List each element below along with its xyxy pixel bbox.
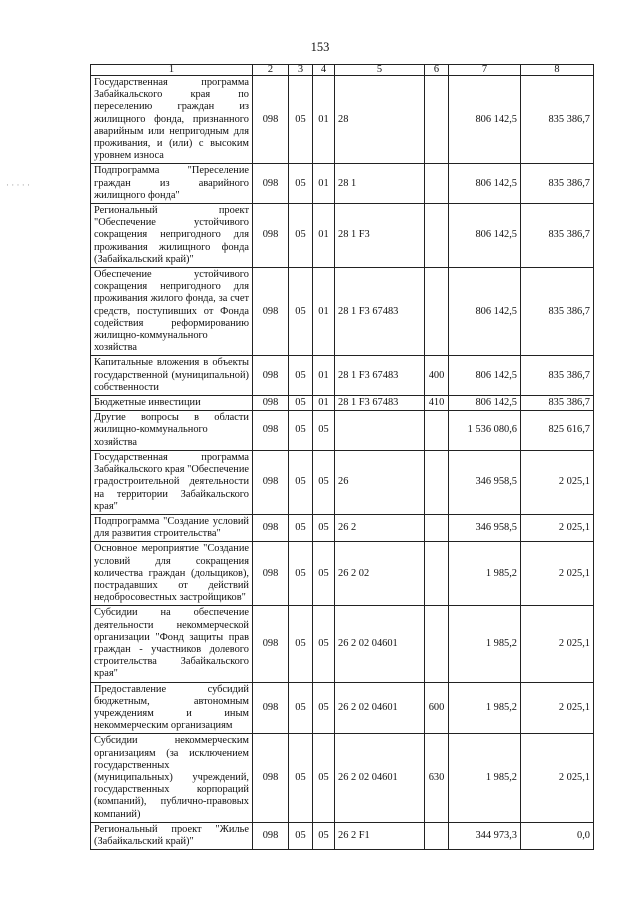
row-name-cell: Обеспечение устойчивого сокращения непригодного для проживания жилого фонда, за счет средств, поступивших от Фонда содействия реформированию жилищно-коммунального хозяйства bbox=[91, 268, 253, 356]
subdivision-code-cell: 01 bbox=[313, 268, 335, 356]
table-row bbox=[91, 164, 594, 204]
division-code-cell: 05 bbox=[289, 682, 313, 734]
row-name-cell: Бюджетные инвестиции bbox=[91, 396, 253, 411]
section-code-cell: 098 bbox=[253, 514, 289, 541]
division-code-cell: 05 bbox=[289, 164, 313, 204]
scan-dots: · · · · · bbox=[6, 180, 30, 190]
expense-type-cell bbox=[425, 76, 449, 164]
subdivision-code-cell: 05 bbox=[313, 411, 335, 451]
target-article-cell: 28 1 bbox=[335, 164, 425, 204]
row-name-cell: Предоставление субсидий бюджетным, автономным учреждениям и иным некоммерческим организациям bbox=[91, 682, 253, 734]
table-row bbox=[91, 682, 594, 734]
amount-year-1-cell: 806 142,5 bbox=[449, 268, 521, 356]
subdivision-code-cell: 01 bbox=[313, 396, 335, 411]
table-row bbox=[91, 76, 594, 164]
subdivision-code-cell: 05 bbox=[313, 682, 335, 734]
amount-year-2-cell: 835 386,7 bbox=[521, 356, 594, 396]
division-code-cell: 05 bbox=[289, 450, 313, 514]
section-code-cell: 098 bbox=[253, 734, 289, 822]
amount-year-2-cell: 835 386,7 bbox=[521, 204, 594, 268]
division-code-cell: 05 bbox=[289, 514, 313, 541]
amount-year-1-cell: 1 985,2 bbox=[449, 606, 521, 682]
target-article-cell: 26 bbox=[335, 450, 425, 514]
amount-year-2-cell: 2 025,1 bbox=[521, 734, 594, 822]
col-header: 8 bbox=[521, 65, 594, 76]
amount-year-2-cell: 835 386,7 bbox=[521, 396, 594, 411]
amount-year-2-cell: 0,0 bbox=[521, 822, 594, 849]
amount-year-1-cell: 806 142,5 bbox=[449, 76, 521, 164]
amount-year-2-cell: 2 025,1 bbox=[521, 514, 594, 541]
amount-year-2-cell: 2 025,1 bbox=[521, 450, 594, 514]
division-code-cell: 05 bbox=[289, 356, 313, 396]
expense-type-cell: 410 bbox=[425, 396, 449, 411]
expense-type-cell bbox=[425, 514, 449, 541]
section-code-cell: 098 bbox=[253, 268, 289, 356]
target-article-cell: 26 2 bbox=[335, 514, 425, 541]
row-name-cell: Другие вопросы в области жилищно-коммунального хозяйства bbox=[91, 411, 253, 451]
amount-year-2-cell: 835 386,7 bbox=[521, 268, 594, 356]
amount-year-1-cell: 346 958,5 bbox=[449, 450, 521, 514]
amount-year-2-cell: 2 025,1 bbox=[521, 542, 594, 606]
target-article-cell: 26 2 02 04601 bbox=[335, 734, 425, 822]
col-header: 3 bbox=[289, 65, 313, 76]
section-code-cell: 098 bbox=[253, 411, 289, 451]
section-code-cell: 098 bbox=[253, 822, 289, 849]
row-name-cell: Капитальные вложения в объекты государственной (муниципальной) собственности bbox=[91, 356, 253, 396]
amount-year-1-cell: 806 142,5 bbox=[449, 356, 521, 396]
table-row bbox=[91, 734, 594, 822]
row-name-cell: Региональный проект "Жилье (Забайкальский край)" bbox=[91, 822, 253, 849]
section-code-cell: 098 bbox=[253, 204, 289, 268]
table-row bbox=[91, 204, 594, 268]
division-code-cell: 05 bbox=[289, 542, 313, 606]
amount-year-1-cell: 1 985,2 bbox=[449, 542, 521, 606]
expense-type-cell bbox=[425, 822, 449, 849]
amount-year-1-cell: 344 973,3 bbox=[449, 822, 521, 849]
table-row bbox=[91, 356, 594, 396]
row-name-cell: Региональный проект "Обеспечение устойчивого сокращения непригодного для проживания жилищного фонда (Забайкальский край)" bbox=[91, 204, 253, 268]
expense-type-cell bbox=[425, 268, 449, 356]
target-article-cell: 28 1 F3 bbox=[335, 204, 425, 268]
subdivision-code-cell: 01 bbox=[313, 204, 335, 268]
table-row bbox=[91, 542, 594, 606]
section-code-cell: 098 bbox=[253, 450, 289, 514]
col-header: 2 bbox=[253, 65, 289, 76]
target-article-cell: 28 1 F3 67483 bbox=[335, 396, 425, 411]
expense-type-cell: 600 bbox=[425, 682, 449, 734]
target-article-cell: 28 1 F3 67483 bbox=[335, 356, 425, 396]
subdivision-code-cell: 05 bbox=[313, 450, 335, 514]
amount-year-1-cell: 346 958,5 bbox=[449, 514, 521, 541]
division-code-cell: 05 bbox=[289, 76, 313, 164]
row-name-cell: Субсидии на обеспечение деятельности некоммерческой организации "Фонд защиты прав граждан - участников долевого строительства Забайкальского края" bbox=[91, 606, 253, 682]
division-code-cell: 05 bbox=[289, 396, 313, 411]
amount-year-2-cell: 825 616,7 bbox=[521, 411, 594, 451]
division-code-cell: 05 bbox=[289, 822, 313, 849]
amount-year-1-cell: 806 142,5 bbox=[449, 396, 521, 411]
col-header: 4 bbox=[313, 65, 335, 76]
target-article-cell: 26 2 F1 bbox=[335, 822, 425, 849]
section-code-cell: 098 bbox=[253, 682, 289, 734]
expense-type-cell: 400 bbox=[425, 356, 449, 396]
target-article-cell: 26 2 02 04601 bbox=[335, 606, 425, 682]
table-row bbox=[91, 822, 594, 849]
subdivision-code-cell: 01 bbox=[313, 356, 335, 396]
section-code-cell: 098 bbox=[253, 356, 289, 396]
target-article-cell: 26 2 02 04601 bbox=[335, 682, 425, 734]
amount-year-2-cell: 835 386,7 bbox=[521, 76, 594, 164]
row-name-cell: Государственная программа Забайкальского края по переселению граждан из жилищного фонда, признанного аварийным или непригодным для проживания, и (или) с высоким уровнем износа bbox=[91, 76, 253, 164]
expense-type-cell bbox=[425, 606, 449, 682]
row-name-cell: Подпрограмма "Переселение граждан из аварийного жилищного фонда" bbox=[91, 164, 253, 204]
target-article-cell: 26 2 02 bbox=[335, 542, 425, 606]
amount-year-1-cell: 1 985,2 bbox=[449, 734, 521, 822]
amount-year-2-cell: 2 025,1 bbox=[521, 606, 594, 682]
row-name-cell: Подпрограмма "Создание условий для развития строительства" bbox=[91, 514, 253, 541]
col-header: 1 bbox=[91, 65, 253, 76]
table-row bbox=[91, 396, 594, 411]
expense-type-cell bbox=[425, 204, 449, 268]
row-name-cell: Государственная программа Забайкальского края "Обеспечение градостроительной деятельности на территории Забайкальского края" bbox=[91, 450, 253, 514]
header-row bbox=[91, 65, 594, 76]
amount-year-1-cell: 806 142,5 bbox=[449, 204, 521, 268]
amount-year-1-cell: 806 142,5 bbox=[449, 164, 521, 204]
page-number: 153 bbox=[310, 40, 330, 54]
budget-table bbox=[90, 64, 594, 850]
target-article-cell: 28 1 F3 67483 bbox=[335, 268, 425, 356]
expense-type-cell bbox=[425, 411, 449, 451]
amount-year-2-cell: 2 025,1 bbox=[521, 682, 594, 734]
section-code-cell: 098 bbox=[253, 542, 289, 606]
subdivision-code-cell: 05 bbox=[313, 542, 335, 606]
expense-type-cell: 630 bbox=[425, 734, 449, 822]
section-code-cell: 098 bbox=[253, 396, 289, 411]
expense-type-cell bbox=[425, 542, 449, 606]
table-row bbox=[91, 606, 594, 682]
division-code-cell: 05 bbox=[289, 606, 313, 682]
expense-type-cell bbox=[425, 450, 449, 514]
section-code-cell: 098 bbox=[253, 76, 289, 164]
subdivision-code-cell: 05 bbox=[313, 822, 335, 849]
col-header: 5 bbox=[335, 65, 425, 76]
col-header: 7 bbox=[449, 65, 521, 76]
subdivision-code-cell: 01 bbox=[313, 76, 335, 164]
table-row bbox=[91, 411, 594, 451]
expense-type-cell bbox=[425, 164, 449, 204]
amount-year-2-cell: 835 386,7 bbox=[521, 164, 594, 204]
section-code-cell: 098 bbox=[253, 606, 289, 682]
subdivision-code-cell: 05 bbox=[313, 734, 335, 822]
subdivision-code-cell: 01 bbox=[313, 164, 335, 204]
amount-year-1-cell: 1 985,2 bbox=[449, 682, 521, 734]
table-row bbox=[91, 268, 594, 356]
division-code-cell: 05 bbox=[289, 268, 313, 356]
amount-year-1-cell: 1 536 080,6 bbox=[449, 411, 521, 451]
subdivision-code-cell: 05 bbox=[313, 514, 335, 541]
table-row bbox=[91, 514, 594, 541]
table-row bbox=[91, 450, 594, 514]
row-name-cell: Основное мероприятие "Создание условий для сокращения количества граждан (дольщиков), пострадавших от действий недобросовестных застройщиков" bbox=[91, 542, 253, 606]
division-code-cell: 05 bbox=[289, 204, 313, 268]
col-header: 6 bbox=[425, 65, 449, 76]
subdivision-code-cell: 05 bbox=[313, 606, 335, 682]
row-name-cell: Субсидии некоммерческим организациям (за исключением государственных (муниципальных) учреждений, государственных корпораций (компаний), публично-правовых компаний) bbox=[91, 734, 253, 822]
section-code-cell: 098 bbox=[253, 164, 289, 204]
division-code-cell: 05 bbox=[289, 411, 313, 451]
target-article-cell bbox=[335, 411, 425, 451]
division-code-cell: 05 bbox=[289, 734, 313, 822]
target-article-cell: 28 bbox=[335, 76, 425, 164]
